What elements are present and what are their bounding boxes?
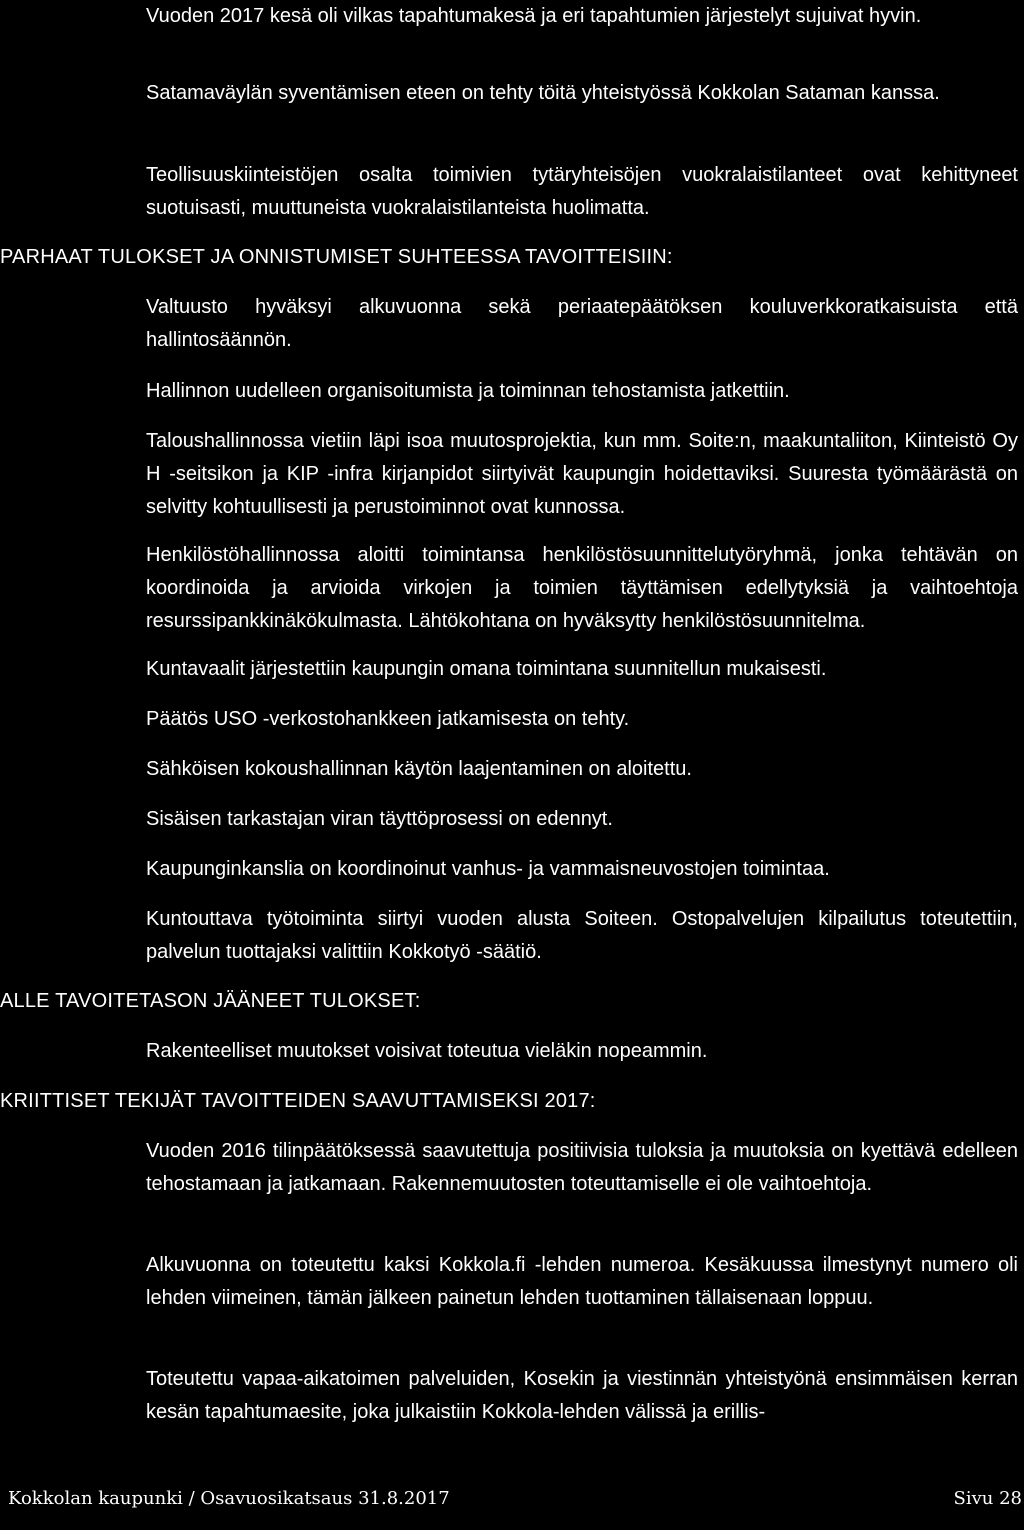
list-item: Kuntouttava työtoiminta siirtyi vuoden alusta Soiteen. Ostopalvelujen kilpailutus toteutettiin, palvelun tuottajaksi valittiin Kokkotyö -säätiö.	[146, 908, 1018, 963]
list-item: Henkilöstöhallinnossa aloitti toimintansa henkilöstösuunnittelutyöryhmä, jonka tehtävän on koordinoida ja arvioida virkojen ja toimien täyttämisen edellytyksiä ja vaihtoehtoja resurssipankkinäkökulmasta. Lähtökohtana on hyväksytty henkilöstösuunnitelma.	[146, 544, 1018, 632]
list-item: Hallinnon uudelleen organisoitumista ja toiminnan tehostamista jatkettiin.	[146, 380, 790, 402]
list-item: Sisäisen tarkastajan viran täyttöprosessi on edennyt.	[146, 808, 613, 830]
list-item: Kuntavaalit järjestettiin kaupungin omana toimintana suunnitellun mukaisesti.	[146, 658, 827, 680]
intro-paragraph-industrial-properties: Teollisuuskiinteistöjen osalta toimivien tytäryhteisöjen vuokralaistilanteet ovat kehittyneet suotuisasti, muuttuneista vuokralaistilanteista huolimatta.	[146, 164, 1018, 219]
list-item: Vuoden 2016 tilinpäätöksessä saavutettuja positiivisia tuloksia ja muutoksia on kyettävä edelleen tehostamaan ja jatkamaan. Rakennemuutosten toteuttamiselle ei ole vaihtoehtoja.	[146, 1140, 1018, 1195]
list-item: Taloushallinnossa vietiin läpi isoa muutosprojektia, kun mm. Soite:n, maakuntaliiton, Kiinteistö Oy H -seitsikon ja KIP -infra kirjanpidot siirtyivät kaupungin hoidettaviksi. Suuresta työmäärästä on selvitty kohtuullisesti ja perustoiminnot ovat kunnossa.	[146, 430, 1018, 518]
list-item: Päätös USO -verkostohankkeen jatkamisesta on tehty.	[146, 708, 630, 730]
list-item: Kaupunginkanslia on koordinoinut vanhus- ja vammaisneuvostojen toimintaa.	[146, 858, 830, 880]
footer-page-number: Sivu 28	[953, 1488, 1022, 1509]
list-item: Rakenteelliset muutokset voisivat toteutua vieläkin nopeammin.	[146, 1040, 708, 1062]
intro-paragraph-fairway: Satamaväylän syventämisen eteen on tehty töitä yhteistyössä Kokkolan Sataman kanssa.	[146, 82, 940, 104]
list-item: Toteutettu vapaa-aikatoimen palveluiden, Kosekin ja viestinnän yhteistyönä ensimmäisen kerran kesän tapahtumaesite, joka julkaistiin Kokkola-lehden välissä ja erillis-	[146, 1368, 1018, 1423]
section-heading-best-results: PARHAAT TULOKSET JA ONNISTUMISET SUHTEESSA TAVOITTEISIIN:	[0, 246, 673, 268]
section-heading-below-target: ALLE TAVOITETASON JÄÄNEET TULOKSET:	[0, 990, 421, 1012]
intro-paragraph-summer-events: Vuoden 2017 kesä oli vilkas tapahtumakesä ja eri tapahtumien järjestelyt sujuivat hyvin.	[146, 5, 922, 27]
section-heading-critical-factors: KRIITTISET TEKIJÄT TAVOITTEIDEN SAAVUTTAMISEKSI 2017:	[0, 1090, 596, 1112]
footer-document-title: Kokkolan kaupunki / Osavuosikatsaus 31.8.2017	[8, 1488, 450, 1509]
list-item: Valtuusto hyväksyi alkuvuonna sekä periaatepäätöksen kouluverkkoratkaisuista että hallintosäännön.	[146, 296, 1018, 351]
list-item: Sähköisen kokoushallinnan käytön laajentaminen on aloitettu.	[146, 758, 692, 780]
list-item: Alkuvuonna on toteutettu kaksi Kokkola.fi -lehden numeroa. Kesäkuussa ilmestynyt numero oli lehden viimeinen, tämän jälkeen painetun lehden tuottaminen tällaisenaan loppuu.	[146, 1254, 1018, 1309]
